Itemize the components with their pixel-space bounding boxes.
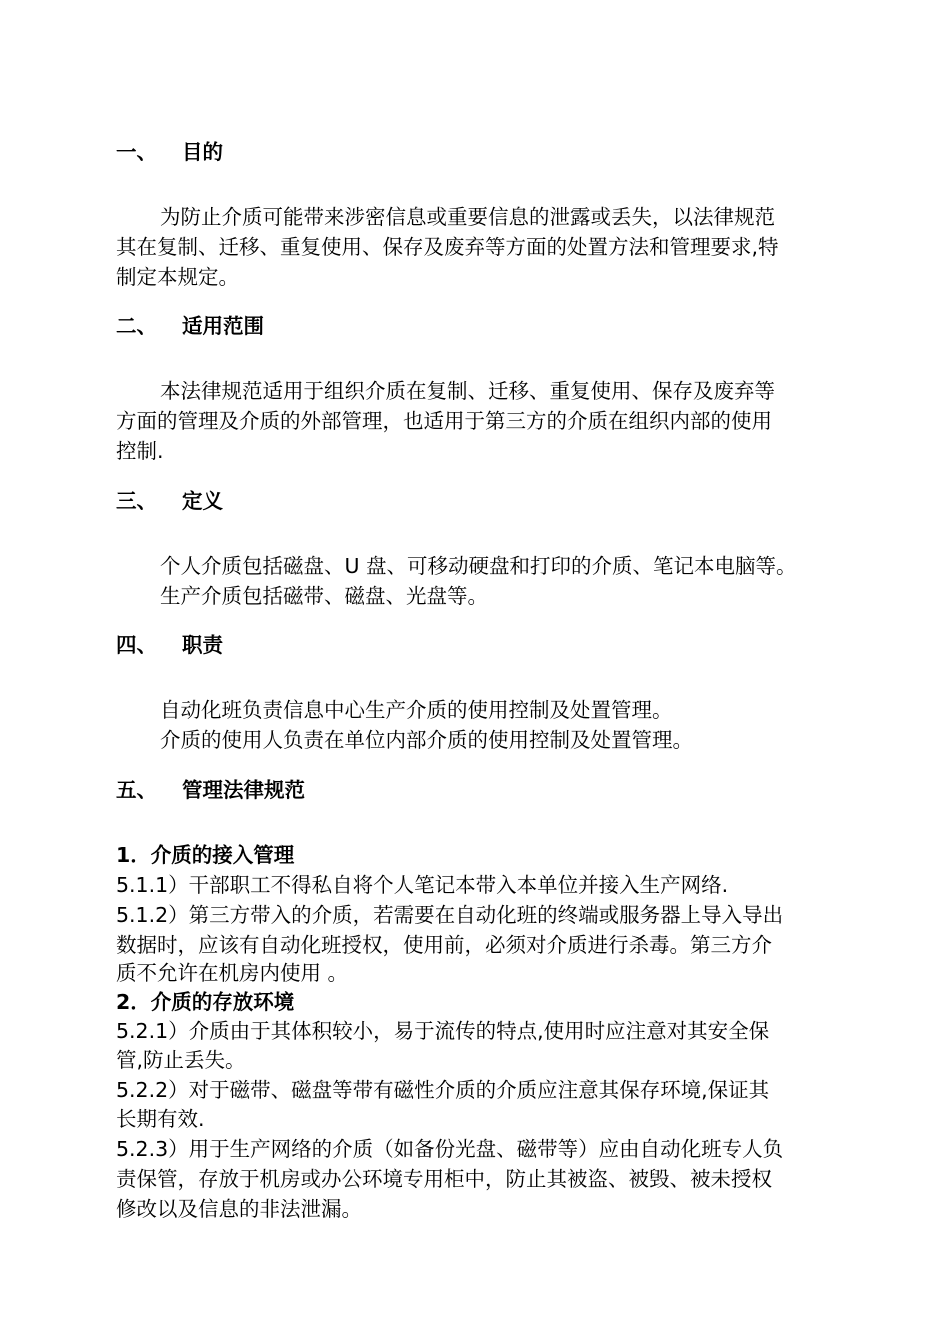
clause-line: 责保管，存放于机房或办公环境专用柜中，防止其被盗、被毁、被未授权 <box>116 1167 772 1191</box>
subsection-title: 2．介质的存放环境 <box>116 990 295 1014</box>
paragraph-line: 生产介质包括磁带、磁盘、光盘等。 <box>160 584 488 608</box>
clause-line: 质不允许在机房内使用 。 <box>116 961 349 985</box>
paragraph-line: 自动化班负责信息中心生产介质的使用控制及处置管理。 <box>160 698 673 722</box>
section-title: 管理法律规范 <box>182 778 305 802</box>
paragraph-line: 控制. <box>116 439 164 463</box>
clause-line: 修改以及信息的非法泄漏。 <box>116 1197 362 1221</box>
clause-line: 长期有效. <box>116 1107 205 1131</box>
section-title: 目的 <box>182 140 223 164</box>
paragraph-line: 方面的管理及介质的外部管理，也适用于第三方的介质在组织内部的使用 <box>116 409 772 433</box>
section-heading-management <box>116 775 305 805</box>
section-title: 适用范围 <box>182 314 264 338</box>
clause-line: 数据时，应该有自动化班授权，使用前，必须对介质进行杀毒。第三方介 <box>116 933 772 957</box>
section-number: 五、 <box>116 778 157 802</box>
section-number: 三、 <box>116 489 157 513</box>
subsection-title: 1．介质的接入管理 <box>116 843 295 867</box>
paragraph-line: 介质的使用人负责在单位内部介质的使用控制及处置管理。 <box>160 728 693 752</box>
clause-line: 5.2.2）对于磁带、磁盘等带有磁性介质的介质应注意其保存环境,保证其 <box>116 1078 770 1102</box>
paragraph-line: 其在复制、迁移、重复使用、保存及废弃等方面的处置方法和管理要求,特 <box>116 235 779 259</box>
clause-line: 5.2.3）用于生产网络的介质（如备份光盘、磁带等）应由自动化班专人负 <box>116 1137 784 1161</box>
section-heading-scope <box>116 311 264 341</box>
clause-line: 5.1.1）干部职工不得私自将个人笔记本带入本单位并接入生产网络. <box>116 873 729 897</box>
section-title: 职责 <box>182 633 223 657</box>
paragraph-line: 个人介质包括磁盘、U 盘、可移动硬盘和打印的介质、笔记本电脑等。 <box>160 554 797 578</box>
section-number: 一、 <box>116 140 157 164</box>
clause-line: 5.2.1）介质由于其体积较小，易于流传的特点,使用时应注意对其安全保 <box>116 1019 770 1043</box>
section-heading-definition <box>116 486 223 516</box>
section-heading-purpose <box>116 137 223 167</box>
section-title: 定义 <box>182 489 223 513</box>
section-heading-duties <box>116 630 223 660</box>
paragraph-line: 制定本规定。 <box>116 265 239 289</box>
paragraph-line: 本法律规范适用于组织介质在复制、迁移、重复使用、保存及废弃等 <box>160 379 775 403</box>
section-number: 四、 <box>116 633 157 657</box>
section-number: 二、 <box>116 314 157 338</box>
paragraph-line: 为防止介质可能带来涉密信息或重要信息的泄露或丢失，以法律规范 <box>160 205 775 229</box>
clause-line: 管,防止丢失。 <box>116 1048 246 1072</box>
clause-line: 5.1.2）第三方带入的介质，若需要在自动化班的终端或服务器上导入导出 <box>116 903 784 927</box>
